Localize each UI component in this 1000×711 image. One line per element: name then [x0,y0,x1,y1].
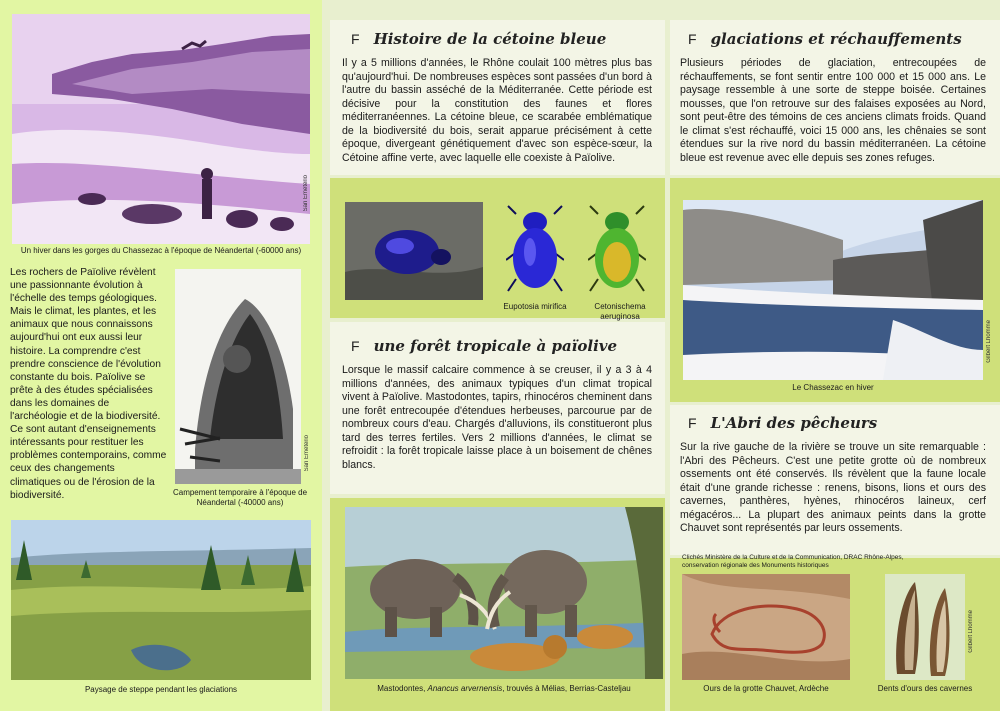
section-title-text: une forêt tropicale à païolive [373,337,618,355]
glaciations-text: Plusieurs périodes de glaciation, entrecoupées de réchauffements, se font sentir entre 100 000 et 15 000 ans. Le paysage ressemble à une sorte de steppe boisée. Certaines mousses, que l'on retrouve sur des falaises exposées au Nord, sont peut-être des témoins de ces anciens climats froids. Quand le climat s'est réchauffé, voici 15 000 ans, les chênaies se sont étendues sur la rive nord du bassin méditerranéen. La cétoine bleue est revenue avec elle depuis ses zones refuges. [680,57,986,164]
image-caption: Ours de la grotte Chauvet, Ardèche [703,684,829,693]
bear-teeth-photo [885,574,965,680]
tropical-forest-text: Lorsque le massif calcaire commence à se creuser, il y a 3 à 4 millions d'années, des animaux typiques d'un climat tropical vivent à Païolive. Mastodontes, tapirs, rhinocéros cheminent dans une forêt entrecoupée d'étendues herbeuses, parcourue par de nombreux cours d'eau. Chargés d'alluvions, ils constitueront plus tard des terres fertiles. Vers 2 millions d'années, le climat se refroidit : la forêt tropicale laisse place à un boisement de chênes blancs. [342,364,652,471]
beetle-history-text: Il y a 5 millions d'années, le Rhône coulait 100 mètres plus bas qu'aujourd'hui. De nombreuses espèces sont passées d'un bord à l'autre du bassin asséché de la Méditerranée. Cette période est décisive pour la constitution des faunes et flores méditerranéennes. La cétoine bleue, ce scarabée emblématique de la biodiversité du bois, serait apparue précisément à cette époque, divergeant génétiquement d'avec son espèce-sœur, la Cétoine affine verte, avec laquelle elle coexiste à Païolive. [342,57,652,164]
section-title-text: L'Abri des pêcheurs [710,414,878,432]
section-letter: F [688,31,697,47]
section-title [688,30,962,48]
caption-text: , trouvés à Mélias, Berrias-Casteljau [502,684,631,693]
image-caption: Le Chassezac en hiver [792,383,874,392]
section-title [351,337,617,355]
photo-credit: San Emeterio [303,175,309,212]
chassezac-winter-photo [683,200,983,380]
section-title-text: Histoire de la cétoine bleue [373,30,607,48]
photo-credit: San Emeterio [304,435,310,472]
image-caption: Eupotosia mirifica [503,302,567,311]
blue-beetle-specimen [506,204,564,296]
image-caption: Un hiver dans les gorges du Chassezac à l'époque de Néandertal (-60000 ans) [20,246,302,255]
intro-text: Les rochers de Païolive révèlent une passionnante évolution à l'échelle des temps géologiques. Mais le climat, les plantes, et les animaux que nous connaissons aujourd'hui ont eux aussi leur histoire. La comprendre c'est prendre conscience de l'évolution constante du bois. Païolive se prête à des études spécialisées dans les domaines de l'archéologie et de la biodiversité. Ce sont autant d'enseignements intéressants pour restituer les problèmes contemporains, comme ceux des changements climatiques ou de l'érosion de la biodiversité. [10,267,167,501]
section-title [351,30,606,48]
neanderthal-camp-illustration [175,269,301,484]
green-beetle-specimen [588,204,646,296]
section-letter: F [351,31,360,47]
chauvet-bear-photo [682,574,850,680]
image-caption: Dents d'ours des cavernes [877,684,973,693]
section-title-text: glaciations et réchauffements [710,30,962,48]
abri-text: Sur la rive gauche de la rivière se trouve un site remarquable : l'Abri des Pêcheurs. C'est une petite grotte où de nombreux ossements ont été conservés. Ils révèlent que la faune locale était d'une grande richesse : renens, bisons, lions et ours des cavernes, panthères, hyènes, rhinocéros laineux, cerf mégacéros... La plupart des animaux peints dans la grotte Chauvet sont représentés par leurs ossements. [680,441,986,534]
photo-credit-line: Clichés Ministère de la Culture et de la Communication, DRAC Rhône-Alpes, [682,554,904,561]
neanderthal-winter-illustration [12,14,310,244]
photo-credit: Gilbert Lhomme [986,320,992,363]
photo-credit-line: conservation régionale des Monuments historiques [682,562,829,569]
species-name: Anancus arvernensis [427,684,503,693]
section-letter: F [351,338,360,354]
image-caption [345,684,663,694]
steppe-landscape-photo [11,520,311,680]
photo-credit-block [682,554,982,570]
section-title [688,414,877,432]
section-letter: F [688,415,697,431]
photo-credit: Gilbert Lhomme [968,610,974,653]
image-caption: Cetonischema aeruginosa [594,302,646,321]
image-caption: Campement temporaire à l'époque de Néandertal (-40000 ans) [172,488,308,507]
image-caption: Paysage de steppe pendant les glaciations [84,685,238,694]
blue-beetle-photo [345,202,483,300]
mastodon-illustration [345,507,663,679]
caption-text: Mastodontes, [377,684,428,693]
